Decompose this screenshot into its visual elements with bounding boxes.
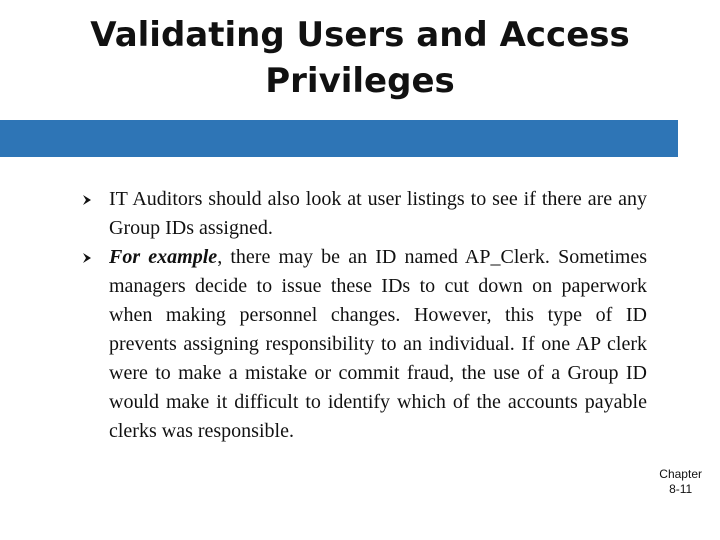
bullet-emphasis: For example <box>109 246 218 268</box>
bullet-item <box>82 243 647 446</box>
bullet-list <box>82 185 647 446</box>
chapter-label: Chapter <box>659 467 702 481</box>
title-accent-bar <box>0 120 678 157</box>
bullet-item <box>82 185 647 243</box>
chapter-page-label <box>659 467 702 497</box>
page-number: 8-11 <box>669 482 693 496</box>
arrowhead-bullet-icon <box>82 252 92 264</box>
arrowhead-bullet-icon <box>82 194 92 206</box>
slide-title: Validating Users and Access Privileges <box>90 15 630 101</box>
bullet-text: IT Auditors should also look at user listings to see if there are any Group IDs assigned. <box>109 188 647 239</box>
bullet-text: , there may be an ID named AP_Clerk. Sometimes managers decide to issue these IDs to cut down on paperwork when making personnel changes. However, this type of ID prevents assigning responsibility to an individual. If one AP clerk were to make a mistake or commit fraud, the use of a Group ID would make it difficult to identify which of the accounts payable clerks was responsible. <box>109 246 648 442</box>
